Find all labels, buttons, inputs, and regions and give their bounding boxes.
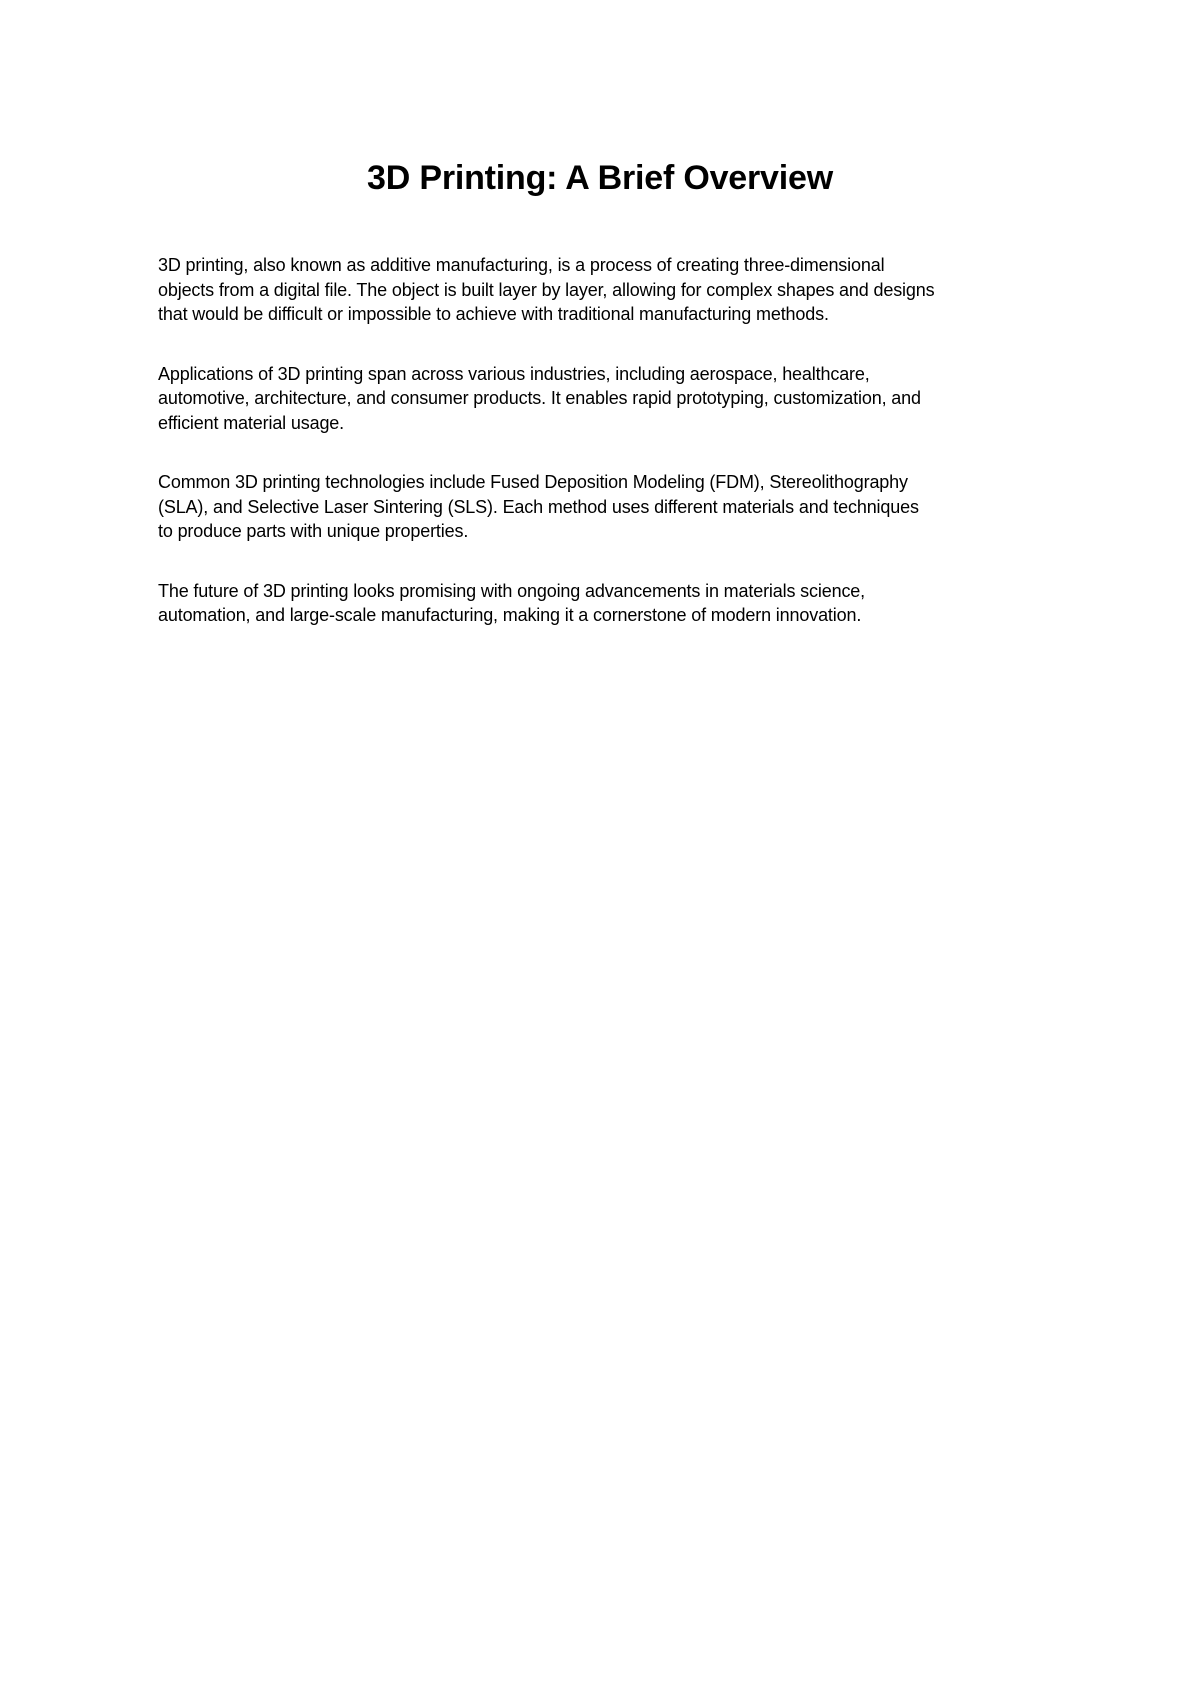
text-line: to produce parts with unique properties. (158, 521, 469, 541)
text-line: automotive, architecture, and consumer products. It enables rapid prototyping, customization, and (158, 388, 921, 408)
page-title: 3D Printing: A Brief Overview (367, 159, 833, 197)
paragraph-applications (158, 362, 1058, 436)
text-line: The future of 3D printing looks promising with ongoing advancements in materials science, (158, 580, 866, 601)
text-line: automation, and large-scale manufacturing, making it a cornerstone of modern innovation. (158, 605, 862, 625)
text-line: that would be difficult or impossible to achieve with traditional manufacturing methods. (158, 304, 829, 324)
document-body (158, 253, 1058, 663)
text-line: Common 3D printing technologies include Fused Deposition Modeling (FDM), Stereolithography (158, 472, 908, 492)
text-line: efficient material usage. (158, 412, 345, 433)
paragraph-definition (158, 253, 1058, 327)
paragraph-future (158, 579, 1058, 628)
text-line: 3D printing, also known as additive manufacturing, is a process of creating three-dimensional (158, 255, 885, 275)
text-line: objects from a digital file. The object is built layer by layer, allowing for complex shapes and designs (158, 279, 935, 300)
text-line: (SLA), and Selective Laser Sintering (SLS). Each method uses different materials and techniques (158, 496, 919, 517)
text-line: Applications of 3D printing span across various industries, including aerospace, healthcare, (158, 363, 870, 384)
paragraph-technologies (158, 470, 1058, 544)
